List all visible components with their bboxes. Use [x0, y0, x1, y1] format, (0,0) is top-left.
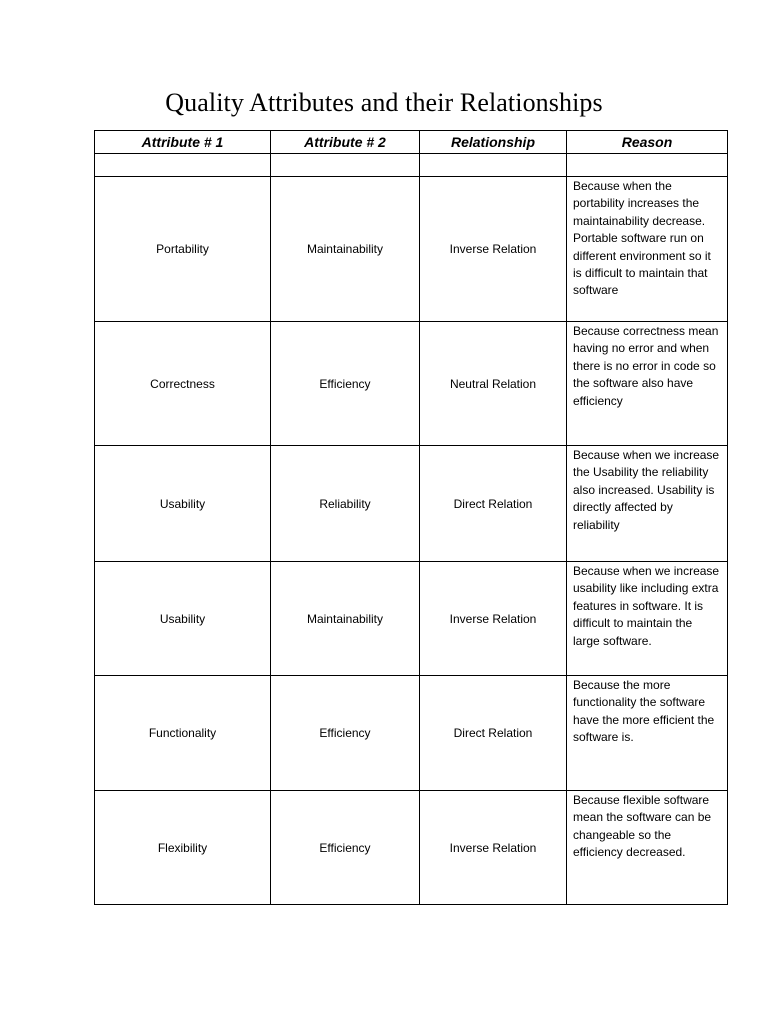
empty-row [95, 154, 728, 177]
table-row [95, 676, 728, 791]
attribute-2-cell: Efficiency [271, 791, 420, 905]
table-header-row [95, 131, 728, 154]
relationship-cell: Direct Relation [420, 446, 567, 562]
reason-cell: Because when the portability increases the maintainability decrease. Portable software run on different environment so it is difficult to maintain that software [567, 177, 728, 322]
attribute-2-cell: Maintainability [271, 177, 420, 322]
attribute-2-cell: Efficiency [271, 676, 420, 791]
empty-cell [95, 154, 271, 177]
table-row [95, 177, 728, 322]
attribute-1-cell: Flexibility [95, 791, 271, 905]
table-row [95, 562, 728, 676]
reason-cell: Because flexible software mean the software can be changeable so the efficiency decreased. [567, 791, 728, 905]
header-attribute-1: Attribute # 1 [95, 131, 271, 154]
page-title: Quality Attributes and their Relationships [165, 88, 603, 117]
reason-cell: Because when we increase the Usability the reliability also increased. Usability is directly affected by reliability [567, 446, 728, 562]
attribute-1-cell: Functionality [95, 676, 271, 791]
relationship-cell: Direct Relation [420, 676, 567, 791]
relationships-table [94, 130, 728, 905]
attribute-2-cell: Reliability [271, 446, 420, 562]
empty-cell [567, 154, 728, 177]
table-row [95, 446, 728, 562]
attribute-1-cell: Usability [95, 446, 271, 562]
header-reason: Reason [567, 131, 728, 154]
attribute-1-cell: Correctness [95, 322, 271, 446]
reason-cell: Because the more functionality the software have the more efficient the software is. [567, 676, 728, 791]
relationship-cell: Inverse Relation [420, 562, 567, 676]
attribute-1-cell: Usability [95, 562, 271, 676]
header-attribute-2: Attribute # 2 [271, 131, 420, 154]
relationship-cell: Inverse Relation [420, 791, 567, 905]
relationship-cell: Inverse Relation [420, 177, 567, 322]
attribute-2-cell: Efficiency [271, 322, 420, 446]
attribute-2-cell: Maintainability [271, 562, 420, 676]
table-row [95, 322, 728, 446]
attribute-1-cell: Portability [95, 177, 271, 322]
header-relationship: Relationship [420, 131, 567, 154]
empty-cell [271, 154, 420, 177]
reason-cell: Because correctness mean having no error and when there is no error in code so the software also have efficiency [567, 322, 728, 446]
table-row [95, 791, 728, 905]
relationship-cell: Neutral Relation [420, 322, 567, 446]
empty-cell [420, 154, 567, 177]
reason-cell: Because when we increase usability like including extra features in software. It is difficult to maintain the large software. [567, 562, 728, 676]
